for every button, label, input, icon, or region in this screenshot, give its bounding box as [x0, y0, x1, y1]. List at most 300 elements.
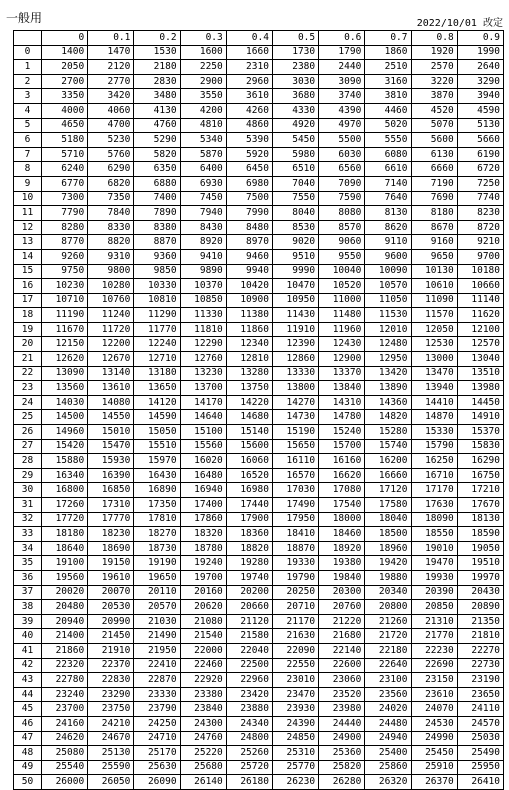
- table-cell: 25720: [226, 760, 272, 775]
- table-cell: 10130: [411, 264, 457, 279]
- table-row: [14, 614, 504, 629]
- table-cell: 25490: [457, 746, 503, 761]
- table-cell: 2440: [319, 60, 365, 75]
- table-cell: 12150: [42, 337, 88, 352]
- table-cell: 26320: [365, 775, 411, 790]
- table-cell: 8380: [134, 220, 180, 235]
- table-cell: 26180: [226, 775, 272, 790]
- table-cell: 20020: [42, 585, 88, 600]
- table-cell: 15100: [180, 425, 226, 440]
- table-row: [14, 74, 504, 89]
- table-cell: 9650: [411, 249, 457, 264]
- table-cell: 19650: [134, 570, 180, 585]
- table-cell: 10370: [180, 279, 226, 294]
- table-row: [14, 439, 504, 454]
- table-cell: 5660: [457, 133, 503, 148]
- table-cell: 1730: [272, 45, 318, 60]
- table-cell: 19970: [457, 570, 503, 585]
- table-cell: 24480: [365, 716, 411, 731]
- table-cell: 14450: [457, 395, 503, 410]
- table-cell: 24940: [365, 731, 411, 746]
- table-cell: 14640: [180, 410, 226, 425]
- table-cell: 12670: [88, 352, 134, 367]
- row-header: 19: [14, 322, 42, 337]
- table-cell: 6820: [88, 176, 134, 191]
- table-cell: 16480: [180, 468, 226, 483]
- table-cell: 12290: [180, 337, 226, 352]
- table-cell: 18690: [88, 541, 134, 556]
- table-cell: 26280: [319, 775, 365, 790]
- row-header: 33: [14, 527, 42, 542]
- table-cell: 7500: [226, 191, 272, 206]
- table-cell: 17770: [88, 512, 134, 527]
- row-header: 4: [14, 103, 42, 118]
- row-header: 13: [14, 235, 42, 250]
- table-cell: 21540: [180, 629, 226, 644]
- table-cell: 11430: [272, 308, 318, 323]
- table-cell: 18730: [134, 541, 180, 556]
- row-header: 32: [14, 512, 42, 527]
- table-cell: 22000: [180, 643, 226, 658]
- table-cell: 1860: [365, 45, 411, 60]
- table-cell: 22410: [134, 658, 180, 673]
- table-cell: 1530: [134, 45, 180, 60]
- revision-date: 2022/10/01: [416, 18, 477, 29]
- table-cell: 21400: [42, 629, 88, 644]
- table-cell: 3940: [457, 89, 503, 104]
- table-cell: 8820: [88, 235, 134, 250]
- table-cell: 25310: [272, 746, 318, 761]
- table-cell: 19380: [319, 556, 365, 571]
- table-cell: 23980: [319, 702, 365, 717]
- column-header: 0.8: [411, 31, 457, 46]
- table-cell: 11000: [319, 293, 365, 308]
- table-cell: 11670: [42, 322, 88, 337]
- table-cell: 3550: [180, 89, 226, 104]
- table-cell: 21910: [88, 643, 134, 658]
- table-cell: 17400: [180, 498, 226, 513]
- table-cell: 12100: [457, 322, 503, 337]
- table-cell: 2380: [272, 60, 318, 75]
- table-cell: 13980: [457, 381, 503, 396]
- table-cell: 17540: [319, 498, 365, 513]
- table-cell: 15930: [88, 454, 134, 469]
- table-cell: 7590: [319, 191, 365, 206]
- table-cell: 10330: [134, 279, 180, 294]
- table-row: [14, 89, 504, 104]
- table-cell: 12950: [365, 352, 411, 367]
- table-cell: 17900: [226, 512, 272, 527]
- table-cell: 3810: [365, 89, 411, 104]
- table-cell: 4460: [365, 103, 411, 118]
- table-cell: 20850: [411, 600, 457, 615]
- table-cell: 5070: [411, 118, 457, 133]
- table-cell: 19420: [365, 556, 411, 571]
- table-cell: 6510: [272, 162, 318, 177]
- table-cell: 25820: [319, 760, 365, 775]
- table-cell: 6190: [457, 147, 503, 162]
- table-cell: 16250: [411, 454, 457, 469]
- table-cell: 25400: [365, 746, 411, 761]
- row-header: 16: [14, 279, 42, 294]
- table-cell: 8080: [319, 206, 365, 221]
- table-cell: 6980: [226, 176, 272, 191]
- table-cell: 7640: [365, 191, 411, 206]
- table-cell: 22140: [319, 643, 365, 658]
- row-header: 30: [14, 483, 42, 498]
- table-cell: 22690: [411, 658, 457, 673]
- table-cell: 17490: [272, 498, 318, 513]
- row-header: 23: [14, 381, 42, 396]
- table-cell: 25220: [180, 746, 226, 761]
- table-cell: 8130: [365, 206, 411, 221]
- table-cell: 24850: [272, 731, 318, 746]
- table-cell: 21630: [272, 629, 318, 644]
- table-cell: 12710: [134, 352, 180, 367]
- row-header: 24: [14, 395, 42, 410]
- table-cell: 14960: [42, 425, 88, 440]
- table-cell: 15280: [365, 425, 411, 440]
- table-cell: 21580: [226, 629, 272, 644]
- table-cell: 11240: [88, 308, 134, 323]
- table-cell: 16620: [319, 468, 365, 483]
- table-row: [14, 337, 504, 352]
- table-cell: 7140: [365, 176, 411, 191]
- table-row: [14, 541, 504, 556]
- row-header: 14: [14, 249, 42, 264]
- table-cell: 24070: [411, 702, 457, 717]
- table-cell: 25170: [134, 746, 180, 761]
- table-row: [14, 600, 504, 615]
- table-cell: 12240: [134, 337, 180, 352]
- table-cell: 13140: [88, 366, 134, 381]
- table-cell: 12570: [457, 337, 503, 352]
- table-cell: 21950: [134, 643, 180, 658]
- table-cell: 2180: [134, 60, 180, 75]
- table-cell: 22090: [272, 643, 318, 658]
- table-cell: 22780: [42, 673, 88, 688]
- table-cell: 16980: [226, 483, 272, 498]
- table-cell: 9020: [272, 235, 318, 250]
- table-cell: 7300: [42, 191, 88, 206]
- table-cell: 20430: [457, 585, 503, 600]
- table-cell: 12860: [272, 352, 318, 367]
- table-cell: 12010: [365, 322, 411, 337]
- table-cell: 4860: [226, 118, 272, 133]
- table-row: [14, 103, 504, 118]
- table-cell: 15470: [88, 439, 134, 454]
- table-cell: 15420: [42, 439, 88, 454]
- table-cell: 3610: [226, 89, 272, 104]
- table-cell: 15560: [180, 439, 226, 454]
- table-cell: 6350: [134, 162, 180, 177]
- column-header: 0.7: [365, 31, 411, 46]
- table-cell: 12530: [411, 337, 457, 352]
- table-cell: 8230: [457, 206, 503, 221]
- table-cell: 13090: [42, 366, 88, 381]
- table-cell: 23420: [226, 687, 272, 702]
- table-cell: 1600: [180, 45, 226, 60]
- table-row: [14, 556, 504, 571]
- table-cell: 24990: [411, 731, 457, 746]
- table-cell: 18640: [42, 541, 88, 556]
- table-cell: 6240: [42, 162, 88, 177]
- table-cell: 20990: [88, 614, 134, 629]
- table-cell: 22500: [226, 658, 272, 673]
- table-cell: 8530: [272, 220, 318, 235]
- table-cell: 13560: [42, 381, 88, 396]
- table-cell: 2250: [180, 60, 226, 75]
- table-cell: 16020: [180, 454, 226, 469]
- table-cell: 13510: [457, 366, 503, 381]
- table-cell: 10660: [457, 279, 503, 294]
- table-cell: 8280: [42, 220, 88, 235]
- table-row: [14, 147, 504, 162]
- table-cell: 18550: [411, 527, 457, 542]
- row-header: 42: [14, 658, 42, 673]
- table-cell: 22040: [226, 643, 272, 658]
- table-cell: 14870: [411, 410, 457, 425]
- table-cell: 2310: [226, 60, 272, 75]
- table-cell: 12430: [319, 337, 365, 352]
- column-header: 0.4: [226, 31, 272, 46]
- table-cell: 19840: [319, 570, 365, 585]
- table-cell: 21350: [457, 614, 503, 629]
- table-cell: 4970: [319, 118, 365, 133]
- table-cell: 7350: [88, 191, 134, 206]
- table-cell: 9310: [88, 249, 134, 264]
- table-cell: 17860: [180, 512, 226, 527]
- table-cell: 10850: [180, 293, 226, 308]
- table-row: [14, 760, 504, 775]
- column-header: 0.6: [319, 31, 365, 46]
- table-cell: 5500: [319, 133, 365, 148]
- row-header: 28: [14, 454, 42, 469]
- table-cell: 2120: [88, 60, 134, 75]
- table-cell: 18960: [365, 541, 411, 556]
- table-cell: 14780: [319, 410, 365, 425]
- table-cell: 5920: [226, 147, 272, 162]
- table-cell: 1400: [42, 45, 88, 60]
- table-cell: 23100: [365, 673, 411, 688]
- table-cell: 12620: [42, 352, 88, 367]
- table-cell: 16390: [88, 468, 134, 483]
- table-cell: 11480: [319, 308, 365, 323]
- row-header: 20: [14, 337, 42, 352]
- table-cell: 1990: [457, 45, 503, 60]
- table-cell: 6770: [42, 176, 88, 191]
- table-cell: 16060: [226, 454, 272, 469]
- table-cell: 18780: [180, 541, 226, 556]
- table-cell: 19610: [88, 570, 134, 585]
- table-cell: 5600: [411, 133, 457, 148]
- table-cell: 7740: [457, 191, 503, 206]
- table-cell: 5980: [272, 147, 318, 162]
- table-cell: 19150: [88, 556, 134, 571]
- table-cell: 18090: [411, 512, 457, 527]
- table-row: [14, 468, 504, 483]
- table-cell: 23840: [180, 702, 226, 717]
- row-header: 31: [14, 498, 42, 513]
- table-cell: 15880: [42, 454, 88, 469]
- table-row: [14, 381, 504, 396]
- table-cell: 5710: [42, 147, 88, 162]
- table-cell: 8720: [457, 220, 503, 235]
- table-row: [14, 687, 504, 702]
- table-cell: 24160: [42, 716, 88, 731]
- table-cell: 2640: [457, 60, 503, 75]
- table-cell: 15050: [134, 425, 180, 440]
- table-cell: 25860: [365, 760, 411, 775]
- table-cell: 15600: [226, 439, 272, 454]
- table-cell: 19930: [411, 570, 457, 585]
- table-cell: 17580: [365, 498, 411, 513]
- table-cell: 2700: [42, 74, 88, 89]
- table-cell: 21490: [134, 629, 180, 644]
- table-cell: 19560: [42, 570, 88, 585]
- table-cell: 26140: [180, 775, 226, 790]
- table-cell: 22920: [180, 673, 226, 688]
- table-cell: 14360: [365, 395, 411, 410]
- table-cell: 7790: [42, 206, 88, 221]
- table-cell: 10760: [88, 293, 134, 308]
- corner-cell: [14, 31, 42, 46]
- table-cell: 14120: [134, 395, 180, 410]
- table-cell: 22730: [457, 658, 503, 673]
- table-cell: 7400: [134, 191, 180, 206]
- row-header: 49: [14, 760, 42, 775]
- table-cell: 17170: [411, 483, 457, 498]
- table-cell: 6660: [411, 162, 457, 177]
- table-cell: 11620: [457, 308, 503, 323]
- table-cell: 7040: [272, 176, 318, 191]
- table-cell: 4130: [134, 103, 180, 118]
- row-header: 9: [14, 176, 42, 191]
- table-row: [14, 643, 504, 658]
- table-row: [14, 60, 504, 75]
- table-cell: 5390: [226, 133, 272, 148]
- table-cell: 25680: [180, 760, 226, 775]
- table-cell: 21860: [42, 643, 88, 658]
- table-cell: 7450: [180, 191, 226, 206]
- table-cell: 5180: [42, 133, 88, 148]
- table-cell: 7690: [411, 191, 457, 206]
- table-row: [14, 673, 504, 688]
- table-row: [14, 162, 504, 177]
- row-header: 39: [14, 614, 42, 629]
- table-cell: 17630: [411, 498, 457, 513]
- table-cell: 14080: [88, 395, 134, 410]
- row-header: 44: [14, 687, 42, 702]
- table-cell: 5820: [134, 147, 180, 162]
- table-cell: 20110: [134, 585, 180, 600]
- table-cell: 19100: [42, 556, 88, 571]
- table-cell: 22460: [180, 658, 226, 673]
- table-cell: 3680: [272, 89, 318, 104]
- table-cell: 10420: [226, 279, 272, 294]
- table-cell: 11910: [272, 322, 318, 337]
- table-cell: 9260: [42, 249, 88, 264]
- table-row: [14, 585, 504, 600]
- table-cell: 26230: [272, 775, 318, 790]
- table-cell: 10230: [42, 279, 88, 294]
- table-cell: 16430: [134, 468, 180, 483]
- table-cell: 25450: [411, 746, 457, 761]
- row-header: 12: [14, 220, 42, 235]
- table-cell: 24110: [457, 702, 503, 717]
- table-cell: 10090: [365, 264, 411, 279]
- revision-info: [417, 14, 503, 29]
- table-cell: 20160: [180, 585, 226, 600]
- column-header: 0.2: [134, 31, 180, 46]
- table-cell: 2770: [88, 74, 134, 89]
- table-cell: 23330: [134, 687, 180, 702]
- table-cell: 25630: [134, 760, 180, 775]
- table-row: [14, 118, 504, 133]
- row-header: 1: [14, 60, 42, 75]
- table-cell: 19240: [180, 556, 226, 571]
- table-cell: 15970: [134, 454, 180, 469]
- table-cell: 13470: [411, 366, 457, 381]
- table-cell: 24670: [88, 731, 134, 746]
- table-cell: 9800: [88, 264, 134, 279]
- table-cell: 9850: [134, 264, 180, 279]
- table-cell: 2050: [42, 60, 88, 75]
- table-cell: 2570: [411, 60, 457, 75]
- table-cell: 15700: [319, 439, 365, 454]
- table-cell: 15510: [134, 439, 180, 454]
- table-cell: 23700: [42, 702, 88, 717]
- table-cell: 9700: [457, 249, 503, 264]
- row-header: 7: [14, 147, 42, 162]
- row-header: 47: [14, 731, 42, 746]
- table-row: [14, 264, 504, 279]
- table-cell: 17310: [88, 498, 134, 513]
- table-row: [14, 425, 504, 440]
- table-cell: 15140: [226, 425, 272, 440]
- table-cell: 1790: [319, 45, 365, 60]
- table-cell: 10470: [272, 279, 318, 294]
- table-cell: 4330: [272, 103, 318, 118]
- table-cell: 6930: [180, 176, 226, 191]
- table-cell: 18320: [180, 527, 226, 542]
- row-header: 36: [14, 570, 42, 585]
- table-cell: 5230: [88, 133, 134, 148]
- table-cell: 17720: [42, 512, 88, 527]
- table-cell: 9600: [365, 249, 411, 264]
- row-header: 50: [14, 775, 42, 790]
- table-cell: 16660: [365, 468, 411, 483]
- table-cell: 24760: [180, 731, 226, 746]
- table-cell: 11330: [180, 308, 226, 323]
- table-row: [14, 512, 504, 527]
- table-cell: 8770: [42, 235, 88, 250]
- table-cell: 9110: [365, 235, 411, 250]
- table-cell: 10040: [319, 264, 365, 279]
- table-cell: 22830: [88, 673, 134, 688]
- table-cell: 11570: [411, 308, 457, 323]
- table-cell: 2900: [180, 74, 226, 89]
- column-header: 0.1: [88, 31, 134, 46]
- table-cell: 19010: [411, 541, 457, 556]
- row-header: 18: [14, 308, 42, 323]
- row-header: 41: [14, 643, 42, 658]
- table-cell: 23380: [180, 687, 226, 702]
- table-cell: 18270: [134, 527, 180, 542]
- table-cell: 11810: [180, 322, 226, 337]
- table-cell: 13330: [272, 366, 318, 381]
- row-header: 2: [14, 74, 42, 89]
